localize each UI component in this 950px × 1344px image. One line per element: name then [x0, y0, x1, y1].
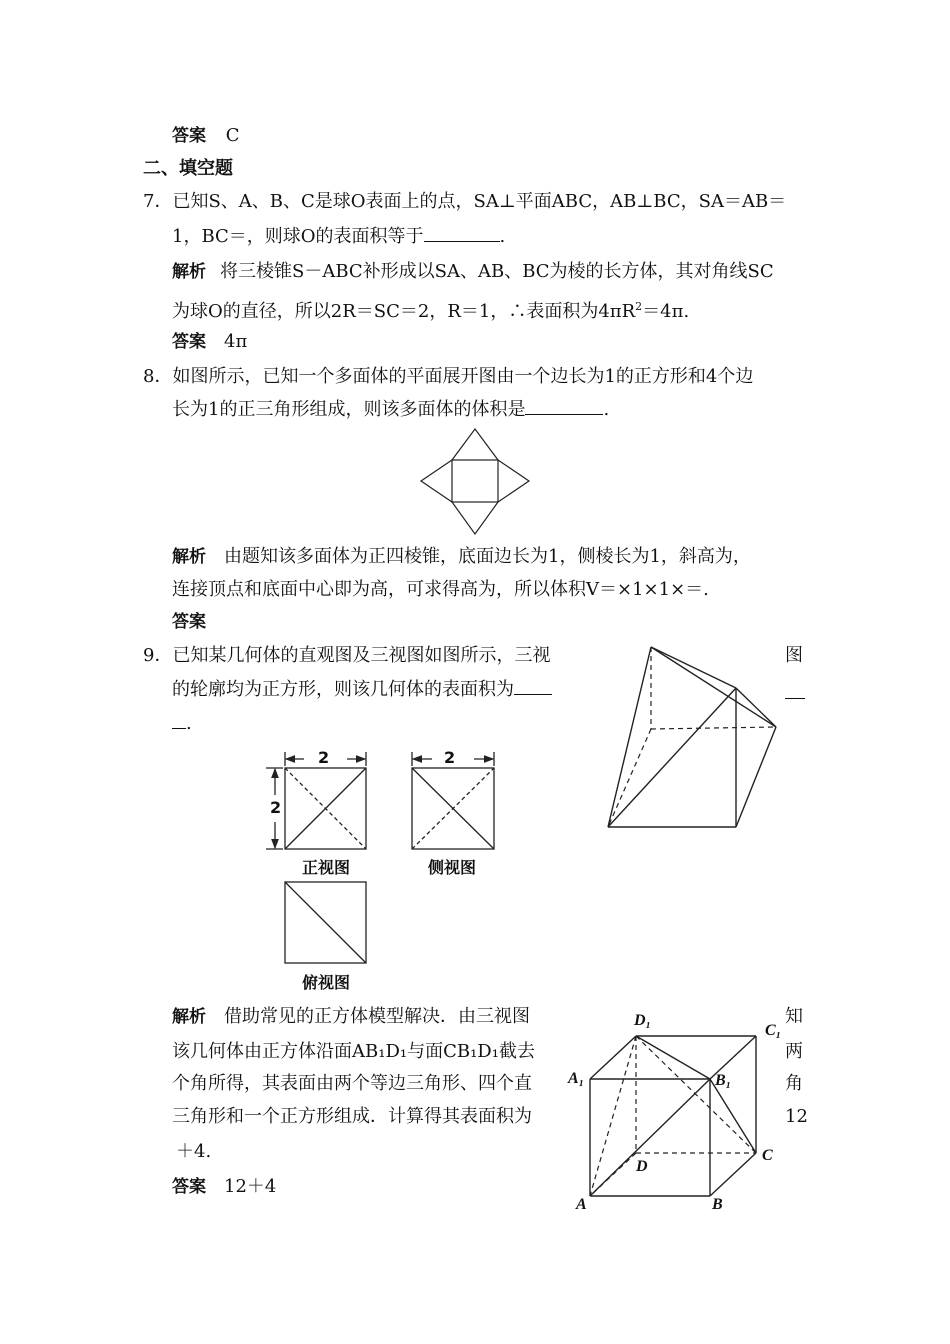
q7-text: 已知S、A、B、C是球O表面上的点，SA⊥平面ABC，AB⊥BC，SA＝AB＝ — [172, 191, 787, 212]
vertex-C: C — [762, 1147, 773, 1164]
q8-answer — [172, 610, 206, 634]
q9-period: . — [186, 713, 192, 734]
answer-blank-part1 — [514, 678, 552, 695]
q7-text-2: 1，BC＝，则球O的表面积等于 — [172, 226, 424, 247]
analysis-text: 将三棱锥S－ABC补形成以SA、AB、BC为棱的长方体，其对角线SC — [220, 261, 774, 282]
vertex-D1: D₁ — [634, 1012, 652, 1029]
vertex-A1: A₁ — [568, 1070, 585, 1087]
answer-blank — [424, 225, 500, 242]
analysis-label: 解析 — [172, 1007, 206, 1027]
answer-value: 12＋4 — [224, 1176, 277, 1197]
vertex-B1: B₁ — [715, 1072, 732, 1089]
q7-line1 — [143, 190, 786, 214]
q9-line1-right: 图 — [785, 645, 803, 666]
q6-answer — [172, 124, 240, 148]
section-title: 二、填空题 — [143, 158, 233, 179]
answer-label: 答案 — [172, 1177, 206, 1197]
answer-blank-part3 — [172, 712, 186, 729]
side-view-label: 侧视图 — [428, 858, 477, 877]
q9-text-2: 的轮廓均为正方形，则该几何体的表面积为 — [172, 679, 514, 700]
q8-analysis-line1 — [172, 545, 751, 569]
q8-analysis-line2: 连接顶点和底面中心即为高，可求得高为，所以体积V＝×1×1×＝. — [172, 579, 709, 600]
vertex-D: D — [636, 1158, 648, 1175]
vertex-B: B — [712, 1196, 723, 1213]
dim-width-label-side: 2 — [444, 748, 456, 767]
q7-number: 7． — [143, 191, 173, 212]
q9-analysis-line5: ＋4. — [176, 1141, 212, 1162]
superscript: 2 — [635, 300, 643, 313]
q9-number: 9． — [143, 645, 173, 666]
vertex-C1: C₁ — [765, 1022, 782, 1039]
top-view-label: 俯视图 — [302, 973, 351, 992]
q9-text: 已知某几何体的直观图及三视图如图所示，三视 — [172, 645, 551, 666]
analysis-text: 借助常见的正方体模型解决．由三视图 — [224, 1006, 530, 1027]
answer-value: 4π — [224, 331, 248, 352]
q8-text-2: 长为1的正三角形组成，则该多面体的体积是 — [172, 399, 526, 420]
q8-line2 — [172, 398, 609, 422]
analysis-text-3: ＝4π. — [642, 301, 690, 322]
q9-analysis-line3: 个角所得，其表面由两个等边三角形、四个直 — [172, 1073, 532, 1094]
q8-text: 如图所示，已知一个多面体的平面展开图由一个边长为1的正方形和4个边 — [172, 366, 754, 387]
q9-line2 — [172, 678, 552, 702]
q7-analysis-line1 — [172, 260, 774, 284]
q7-answer — [172, 330, 247, 354]
q9-line1 — [143, 644, 550, 668]
q7-period: . — [499, 226, 506, 247]
answer-label: 答案 — [172, 332, 206, 352]
answer-value: C — [225, 125, 240, 146]
q9-analysis-line1 — [172, 1005, 530, 1029]
answer-label: 答案 — [172, 126, 206, 146]
analysis-text-2: 为球O的直径，所以2R＝SC＝2，R＝1，∴表面积为4πR — [172, 301, 636, 322]
answer-label: 答案 — [172, 612, 206, 632]
analysis-right-1: 知 — [785, 1006, 803, 1027]
q7-analysis-line2 — [172, 295, 689, 324]
answer-blank-part2 — [785, 682, 805, 699]
q9-line3 — [172, 712, 192, 736]
analysis-label: 解析 — [172, 547, 206, 567]
q8-period: . — [603, 399, 610, 420]
q8-line1 — [143, 365, 753, 389]
analysis-right-4: 12 — [785, 1106, 808, 1127]
dim-width-label: 2 — [318, 748, 330, 767]
q9-analysis-line4: 三角形和一个正方形组成．计算得其表面积为 — [172, 1106, 532, 1127]
analysis-right-3: 角 — [785, 1073, 803, 1094]
vertex-A: A — [576, 1196, 587, 1213]
q9-answer — [172, 1175, 276, 1199]
q9-analysis-line2: 该几何体由正方体沿面AB₁D₁与面CB₁D₁截去 — [172, 1041, 535, 1062]
dim-height-label: 2 — [270, 798, 282, 817]
q7-line2 — [172, 225, 505, 249]
q8-number: 8． — [143, 366, 173, 387]
analysis-label: 解析 — [172, 262, 206, 282]
answer-blank — [525, 398, 603, 415]
analysis-text: 由题知该多面体为正四棱锥，底面边长为1，侧棱长为1，斜高为， — [224, 546, 751, 567]
analysis-right-2: 两 — [785, 1041, 803, 1062]
front-view-label: 正视图 — [302, 858, 351, 877]
